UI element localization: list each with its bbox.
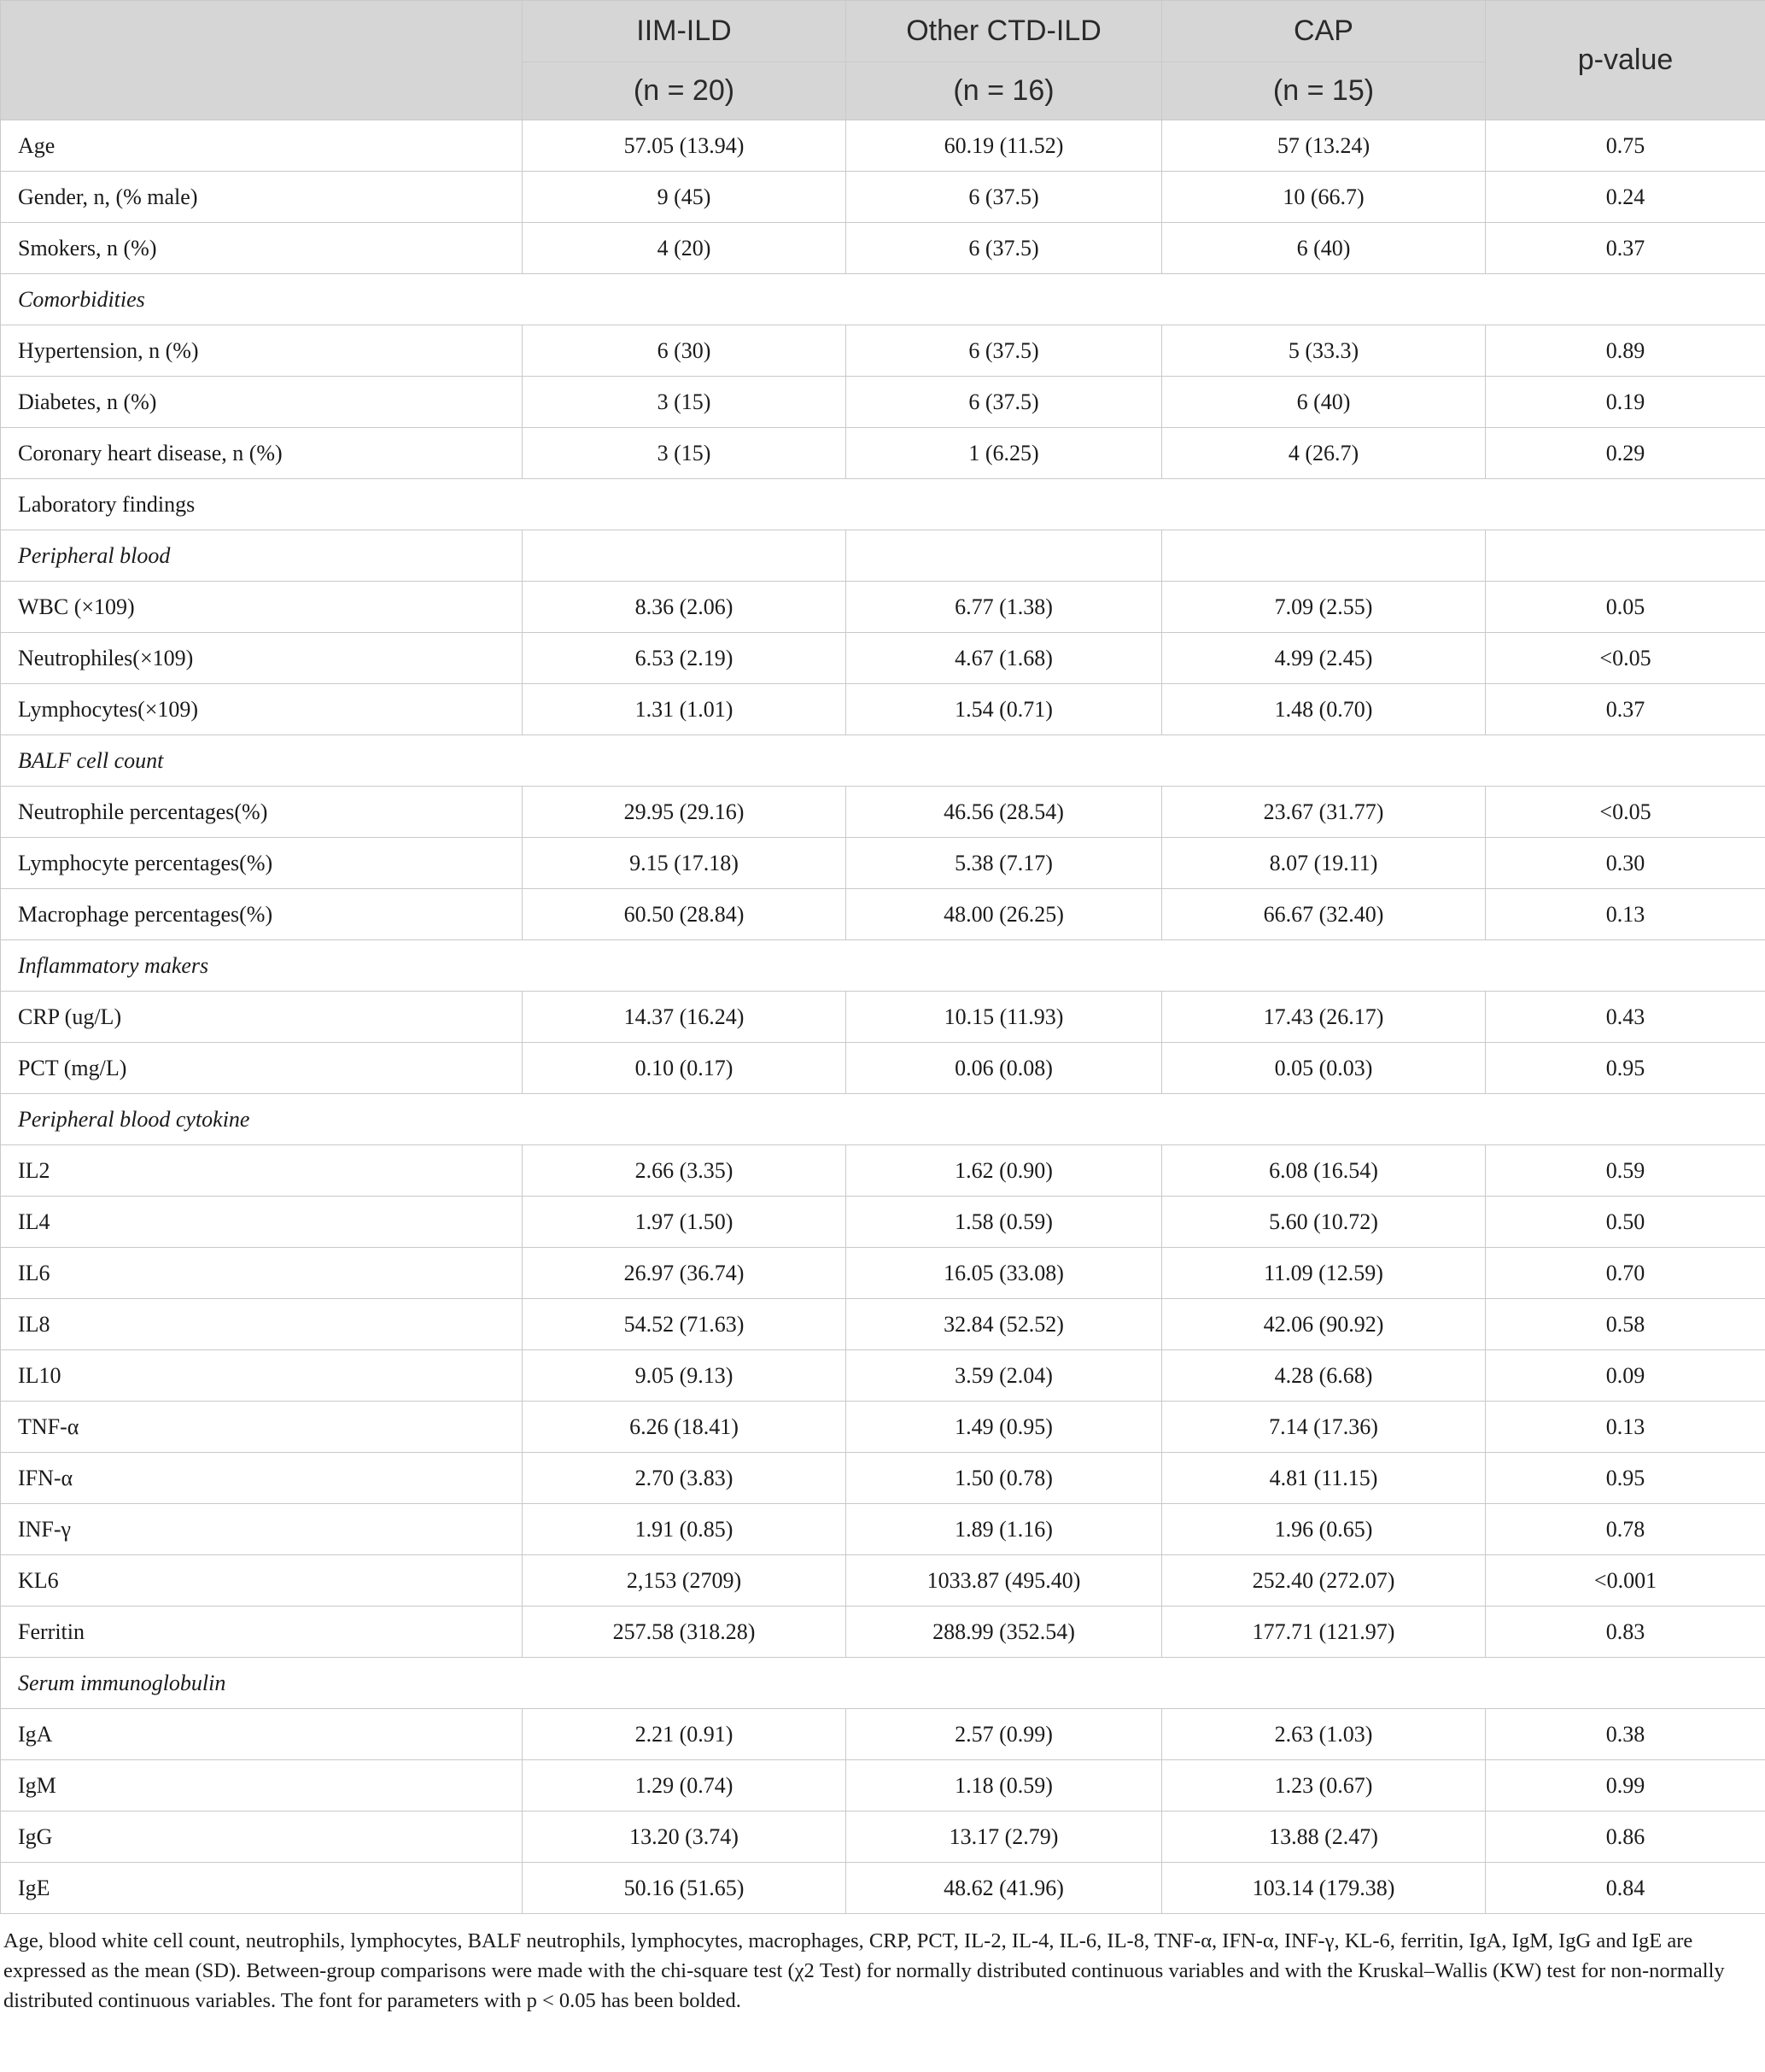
table-footnote: Age, blood white cell count, neutrophils, lymphocytes, BALF neutrophils, lymphocytes, macrophages, CRP, PCT, IL-2, IL-4, IL-6, IL-8, TNF-α, IFN-α, INF-γ, KL-6, ferritin, IgA, IgM, IgG and IgE are expressed as the mean (SD). Between-group comparisons were made with the chi-square test (χ2 Test) for normally distributed continuous variables and with the Kruskal–Wallis (KW) test for non-normally distributed continuous variables. The font for parameters with p < 0.05 has been bolded. [3,1929,1725,2012]
cap-value-cell: 42.06 (90.92) [1162,1299,1486,1350]
iim-ild-value-cell: 9.15 (17.18) [523,838,846,889]
cap-value-cell: 6 (40) [1162,377,1486,428]
table-row-kl6 [1,1555,1765,1607]
iim-ild-value-cell: 29.95 (29.16) [523,787,846,838]
cap-value-cell: 6.08 (16.54) [1162,1145,1486,1197]
iim-ild-value-cell: 1.97 (1.50) [523,1197,846,1248]
other-ctd-ild-value-cell: 48.00 (26.25) [846,889,1162,940]
cap-value-cell: 4.28 (6.68) [1162,1350,1486,1402]
section-label: Peripheral blood cytokine [1,1094,1765,1145]
cap-value-cell: 6 (40) [1162,223,1486,274]
table-row-neutrophiles-109 [1,633,1765,684]
table-row-wbc-109 [1,582,1765,633]
other-ctd-ild-value-cell: 1.58 (0.59) [846,1197,1162,1248]
header-n-iim-ild: (n = 20) [523,62,846,120]
header-n-cap: (n = 15) [1162,62,1486,120]
table-row-hypertension-n [1,325,1765,377]
section-row-balf-cell-count [1,735,1765,787]
section-label: Peripheral blood [1,530,523,582]
other-ctd-ild-value-cell: 60.19 (11.52) [846,120,1162,172]
other-ctd-ild-value-cell: 6.77 (1.38) [846,582,1162,633]
iim-ild-value-cell: 0.10 (0.17) [523,1043,846,1094]
header-row [1,1,1765,62]
cap-value-cell: 10 (66.7) [1162,172,1486,223]
p-value-cell: 0.37 [1486,684,1765,735]
table-row-age [1,120,1765,172]
iim-ild-value-cell: 3 (15) [523,428,846,479]
p-value-cell: 0.09 [1486,1350,1765,1402]
iim-ild-value-cell: 1.91 (0.85) [523,1504,846,1555]
header-p-value: p-value [1486,1,1765,120]
section-row-peripheral-blood [1,530,1765,582]
cap-value-cell: 8.07 (19.11) [1162,838,1486,889]
row-label: IgE [1,1863,523,1914]
cap-value-cell: 4.99 (2.45) [1162,633,1486,684]
cap-value-cell: 13.88 (2.47) [1162,1812,1486,1863]
other-ctd-ild-value-cell: 32.84 (52.52) [846,1299,1162,1350]
table-row-smokers-n [1,223,1765,274]
section-row-laboratory-findings [1,479,1765,530]
iim-ild-value-cell: 3 (15) [523,377,846,428]
table-row-igg [1,1812,1765,1863]
section-label: Comorbidities [1,274,1765,325]
row-label: Coronary heart disease, n (%) [1,428,523,479]
row-label: KL6 [1,1555,523,1607]
iim-ild-value-cell: 6.26 (18.41) [523,1402,846,1453]
table-header [1,1,1765,120]
iim-ild-value-cell: 6.53 (2.19) [523,633,846,684]
p-value-cell: 0.38 [1486,1709,1765,1760]
p-value-cell: 0.59 [1486,1145,1765,1197]
other-ctd-ild-value-cell: 0.06 (0.08) [846,1043,1162,1094]
iim-ild-value-cell: 60.50 (28.84) [523,889,846,940]
p-value-cell: 0.05 [1486,582,1765,633]
p-value-cell: 0.95 [1486,1453,1765,1504]
row-label: Neutrophiles(×109) [1,633,523,684]
cap-value-cell: 4 (26.7) [1162,428,1486,479]
other-ctd-ild-value-cell: 1 (6.25) [846,428,1162,479]
cap-value-cell: 252.40 (272.07) [1162,1555,1486,1607]
empty-cell [846,530,1162,582]
other-ctd-ild-value-cell: 1.89 (1.16) [846,1504,1162,1555]
row-label: IgA [1,1709,523,1760]
row-label: IL8 [1,1299,523,1350]
other-ctd-ild-value-cell: 13.17 (2.79) [846,1812,1162,1863]
header-empty-cell [1,1,523,120]
p-value-cell: 0.84 [1486,1863,1765,1914]
cap-value-cell: 2.63 (1.03) [1162,1709,1486,1760]
other-ctd-ild-value-cell: 1033.87 (495.40) [846,1555,1162,1607]
section-label: Laboratory findings [1,479,1765,530]
cap-value-cell: 4.81 (11.15) [1162,1453,1486,1504]
table-body [1,120,1765,1914]
table-row-iga [1,1709,1765,1760]
p-value-cell: 0.43 [1486,992,1765,1043]
row-label: Hypertension, n (%) [1,325,523,377]
section-label: Inflammatory makers [1,940,1765,992]
iim-ild-value-cell: 26.97 (36.74) [523,1248,846,1299]
section-row-inflammatory-makers [1,940,1765,992]
p-value-cell: 0.37 [1486,223,1765,274]
row-label: Macrophage percentages(%) [1,889,523,940]
p-value-cell: 0.13 [1486,889,1765,940]
row-label: IL2 [1,1145,523,1197]
iim-ild-value-cell: 2.66 (3.35) [523,1145,846,1197]
row-label: Smokers, n (%) [1,223,523,274]
row-label: IL4 [1,1197,523,1248]
table-row-lymphocyte-percentages [1,838,1765,889]
row-label: IL6 [1,1248,523,1299]
cap-value-cell: 66.67 (32.40) [1162,889,1486,940]
cap-value-cell: 1.48 (0.70) [1162,684,1486,735]
table-row-crp-ug-l [1,992,1765,1043]
p-value-cell: 0.29 [1486,428,1765,479]
table-row-il8 [1,1299,1765,1350]
iim-ild-value-cell: 4 (20) [523,223,846,274]
iim-ild-value-cell: 1.31 (1.01) [523,684,846,735]
p-value-cell: 0.58 [1486,1299,1765,1350]
p-value-cell: 0.83 [1486,1607,1765,1658]
iim-ild-value-cell: 13.20 (3.74) [523,1812,846,1863]
other-ctd-ild-value-cell: 5.38 (7.17) [846,838,1162,889]
p-value-cell: 0.75 [1486,120,1765,172]
p-value-cell: 0.86 [1486,1812,1765,1863]
iim-ild-value-cell: 1.29 (0.74) [523,1760,846,1812]
cap-value-cell: 5 (33.3) [1162,325,1486,377]
p-value-cell: 0.99 [1486,1760,1765,1812]
table-row-il2 [1,1145,1765,1197]
table-row-lymphocytes-109 [1,684,1765,735]
p-value-cell: 0.30 [1486,838,1765,889]
cap-value-cell: 7.14 (17.36) [1162,1402,1486,1453]
p-value-cell: <0.05 [1486,633,1765,684]
table-row-gender-n-male [1,172,1765,223]
empty-cell [523,530,846,582]
iim-ild-value-cell: 9.05 (9.13) [523,1350,846,1402]
other-ctd-ild-value-cell: 6 (37.5) [846,377,1162,428]
other-ctd-ild-value-cell: 6 (37.5) [846,172,1162,223]
row-label: Lymphocytes(×109) [1,684,523,735]
other-ctd-ild-value-cell: 1.54 (0.71) [846,684,1162,735]
row-label: Neutrophile percentages(%) [1,787,523,838]
cap-value-cell: 1.96 (0.65) [1162,1504,1486,1555]
p-value-cell: 0.50 [1486,1197,1765,1248]
other-ctd-ild-value-cell: 4.67 (1.68) [846,633,1162,684]
row-label: IFN-α [1,1453,523,1504]
row-label: INF-γ [1,1504,523,1555]
other-ctd-ild-value-cell: 10.15 (11.93) [846,992,1162,1043]
p-value-cell: 0.19 [1486,377,1765,428]
other-ctd-ild-value-cell: 1.49 (0.95) [846,1402,1162,1453]
iim-ild-value-cell: 9 (45) [523,172,846,223]
table-row-ige [1,1863,1765,1914]
empty-cell [1162,530,1486,582]
row-label: PCT (mg/L) [1,1043,523,1094]
table-row-inf [1,1504,1765,1555]
row-label: TNF-α [1,1402,523,1453]
cap-value-cell: 17.43 (26.17) [1162,992,1486,1043]
row-label: Ferritin [1,1607,523,1658]
table-row-diabetes-n [1,377,1765,428]
iim-ild-value-cell: 54.52 (71.63) [523,1299,846,1350]
p-value-cell: 0.78 [1486,1504,1765,1555]
cap-value-cell: 1.23 (0.67) [1162,1760,1486,1812]
header-other-ctd-ild: Other CTD-ILD [846,1,1162,62]
cap-value-cell: 103.14 (179.38) [1162,1863,1486,1914]
table-row-ifn [1,1453,1765,1504]
iim-ild-value-cell: 257.58 (318.28) [523,1607,846,1658]
header-n-other-ctd-ild: (n = 16) [846,62,1162,120]
table-row-neutrophile-percentages [1,787,1765,838]
other-ctd-ild-value-cell: 16.05 (33.08) [846,1248,1162,1299]
cap-value-cell: 57 (13.24) [1162,120,1486,172]
table-row-coronary-heart-disease-n [1,428,1765,479]
p-value-cell: 0.95 [1486,1043,1765,1094]
cap-value-cell: 23.67 (31.77) [1162,787,1486,838]
p-value-cell: 0.13 [1486,1402,1765,1453]
section-row-comorbidities [1,274,1765,325]
other-ctd-ild-value-cell: 1.50 (0.78) [846,1453,1162,1504]
iim-ild-value-cell: 50.16 (51.65) [523,1863,846,1914]
cap-value-cell: 7.09 (2.55) [1162,582,1486,633]
table-row-macrophage-percentages [1,889,1765,940]
other-ctd-ild-value-cell: 3.59 (2.04) [846,1350,1162,1402]
other-ctd-ild-value-cell: 1.62 (0.90) [846,1145,1162,1197]
section-row-peripheral-blood-cytokine [1,1094,1765,1145]
p-value-cell: <0.05 [1486,787,1765,838]
row-label: CRP (ug/L) [1,992,523,1043]
other-ctd-ild-value-cell: 1.18 (0.59) [846,1760,1162,1812]
iim-ild-value-cell: 14.37 (16.24) [523,992,846,1043]
iim-ild-value-cell: 57.05 (13.94) [523,120,846,172]
cap-value-cell: 5.60 (10.72) [1162,1197,1486,1248]
other-ctd-ild-value-cell: 6 (37.5) [846,325,1162,377]
table-row-igm [1,1760,1765,1812]
p-value-cell: <0.001 [1486,1555,1765,1607]
other-ctd-ild-value-cell: 48.62 (41.96) [846,1863,1162,1914]
empty-cell [1486,530,1765,582]
cap-value-cell: 11.09 (12.59) [1162,1248,1486,1299]
section-label: BALF cell count [1,735,1765,787]
other-ctd-ild-value-cell: 2.57 (0.99) [846,1709,1162,1760]
iim-ild-value-cell: 6 (30) [523,325,846,377]
row-label: IL10 [1,1350,523,1402]
p-value-cell: 0.70 [1486,1248,1765,1299]
iim-ild-value-cell: 8.36 (2.06) [523,582,846,633]
p-value-cell: 0.24 [1486,172,1765,223]
table-row-tnf [1,1402,1765,1453]
table-row-ferritin [1,1607,1765,1658]
row-label: WBC (×109) [1,582,523,633]
cap-value-cell: 177.71 (121.97) [1162,1607,1486,1658]
row-label: Lymphocyte percentages(%) [1,838,523,889]
section-label: Serum immunoglobulin [1,1658,1765,1709]
header-iim-ild: IIM-ILD [523,1,846,62]
row-label: IgG [1,1812,523,1863]
iim-ild-value-cell: 2,153 (2709) [523,1555,846,1607]
row-label: Age [1,120,523,172]
row-label: Diabetes, n (%) [1,377,523,428]
row-label: Gender, n, (% male) [1,172,523,223]
other-ctd-ild-value-cell: 288.99 (352.54) [846,1607,1162,1658]
other-ctd-ild-value-cell: 6 (37.5) [846,223,1162,274]
other-ctd-ild-value-cell: 46.56 (28.54) [846,787,1162,838]
table-row-il4 [1,1197,1765,1248]
iim-ild-value-cell: 2.21 (0.91) [523,1709,846,1760]
table-row-il10 [1,1350,1765,1402]
row-label: IgM [1,1760,523,1812]
table-row-il6 [1,1248,1765,1299]
cap-value-cell: 0.05 (0.03) [1162,1043,1486,1094]
iim-ild-value-cell: 2.70 (3.83) [523,1453,846,1504]
section-row-serum-immunoglobulin [1,1658,1765,1709]
p-value-cell: 0.89 [1486,325,1765,377]
header-cap: CAP [1162,1,1486,62]
table-row-pct-mg-l [1,1043,1765,1094]
